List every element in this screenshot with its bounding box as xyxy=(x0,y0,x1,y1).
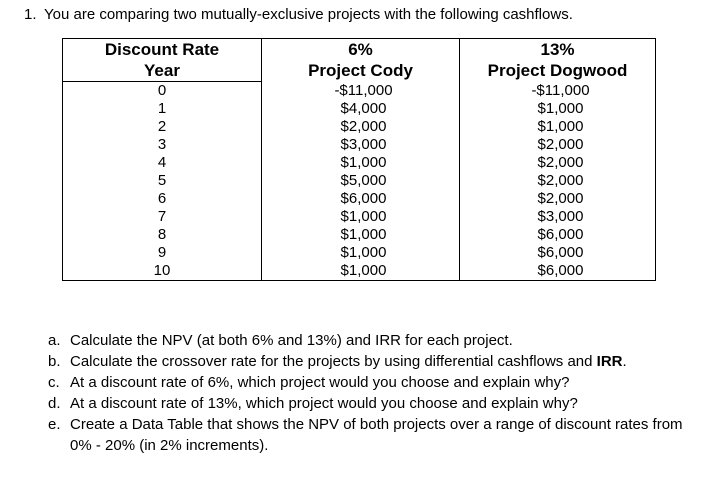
task-text: At a discount rate of 13%, which project would you choose and explain why? xyxy=(70,395,578,412)
dogwood-cashflow-cell: $2,000 xyxy=(460,172,656,190)
dogwood-cashflow-cell: $2,000 xyxy=(460,154,656,172)
cody-cashflow-cell: $1,000 xyxy=(262,154,460,172)
table-row xyxy=(63,82,656,101)
cody-cashflow-cell: $1,000 xyxy=(262,244,460,262)
task-text: Calculate the crossover rate for the projects by using differential cashflows and xyxy=(70,353,597,370)
table-row xyxy=(63,136,656,154)
task-list xyxy=(48,330,698,456)
task-text-end: . xyxy=(622,353,627,370)
year-cell: 0 xyxy=(63,82,262,101)
dogwood-cashflow-cell: $6,000 xyxy=(460,244,656,262)
table-row xyxy=(63,100,656,118)
table-row xyxy=(63,208,656,226)
table-row xyxy=(63,262,656,281)
task-d xyxy=(48,393,698,414)
task-b xyxy=(48,351,698,372)
task-a xyxy=(48,330,698,351)
task-text: Calculate the NPV (at both 6% and 13%) and IRR for each project. xyxy=(70,332,513,349)
table-row xyxy=(63,154,656,172)
task-c xyxy=(48,372,698,393)
task-text: At a discount rate of 6%, which project would you choose and explain why? xyxy=(70,374,570,391)
year-cell: 2 xyxy=(63,118,262,136)
table-row xyxy=(63,190,656,208)
question-number: 1. xyxy=(24,6,37,23)
task-marker: d. xyxy=(48,395,61,412)
dogwood-cashflow-cell: $3,000 xyxy=(460,208,656,226)
header-rate-cody: 6% xyxy=(262,39,460,61)
year-cell: 5 xyxy=(63,172,262,190)
cashflow-table xyxy=(62,38,656,281)
header-discount-rate: Discount Rate xyxy=(63,39,262,61)
year-cell: 3 xyxy=(63,136,262,154)
year-cell: 7 xyxy=(63,208,262,226)
header-project-dogwood: Project Dogwood xyxy=(460,60,656,82)
dogwood-cashflow-cell: $6,000 xyxy=(460,262,656,281)
table-row xyxy=(63,244,656,262)
task-e xyxy=(48,414,698,456)
cody-cashflow-cell: $5,000 xyxy=(262,172,460,190)
year-cell: 10 xyxy=(63,262,262,281)
year-cell: 6 xyxy=(63,190,262,208)
header-rate-dogwood: 13% xyxy=(460,39,656,61)
dogwood-cashflow-cell: $6,000 xyxy=(460,226,656,244)
question-text: You are comparing two mutually-exclusive projects with the following cashflows. xyxy=(44,6,573,23)
question-heading xyxy=(24,6,573,24)
dogwood-cashflow-cell: $1,000 xyxy=(460,100,656,118)
year-cell: 1 xyxy=(63,100,262,118)
cody-cashflow-cell: $3,000 xyxy=(262,136,460,154)
task-marker: c. xyxy=(48,374,60,391)
table-row xyxy=(63,226,656,244)
cody-cashflow-cell: $1,000 xyxy=(262,208,460,226)
header-row-names xyxy=(63,60,656,82)
dogwood-cashflow-cell: -$11,000 xyxy=(460,82,656,101)
task-marker: e. xyxy=(48,416,61,433)
cody-cashflow-cell: $1,000 xyxy=(262,226,460,244)
header-project-cody: Project Cody xyxy=(262,60,460,82)
year-cell: 8 xyxy=(63,226,262,244)
year-cell: 4 xyxy=(63,154,262,172)
task-marker: b. xyxy=(48,353,61,370)
task-marker: a. xyxy=(48,332,61,349)
header-row-rates xyxy=(63,39,656,61)
dogwood-cashflow-cell: $1,000 xyxy=(460,118,656,136)
cody-cashflow-cell: $6,000 xyxy=(262,190,460,208)
table-row xyxy=(63,118,656,136)
cody-cashflow-cell: $1,000 xyxy=(262,262,460,281)
task-text-bold: IRR xyxy=(596,353,623,370)
task-text: Create a Data Table that shows the NPV of both projects over a range of discount rates from 0% - 20% (in 2% increments). xyxy=(70,416,683,454)
dogwood-cashflow-cell: $2,000 xyxy=(460,190,656,208)
header-year: Year xyxy=(63,60,262,82)
table-row xyxy=(63,172,656,190)
cody-cashflow-cell: $4,000 xyxy=(262,100,460,118)
year-cell: 9 xyxy=(63,244,262,262)
dogwood-cashflow-cell: $2,000 xyxy=(460,136,656,154)
cody-cashflow-cell: -$11,000 xyxy=(262,82,460,101)
cody-cashflow-cell: $2,000 xyxy=(262,118,460,136)
